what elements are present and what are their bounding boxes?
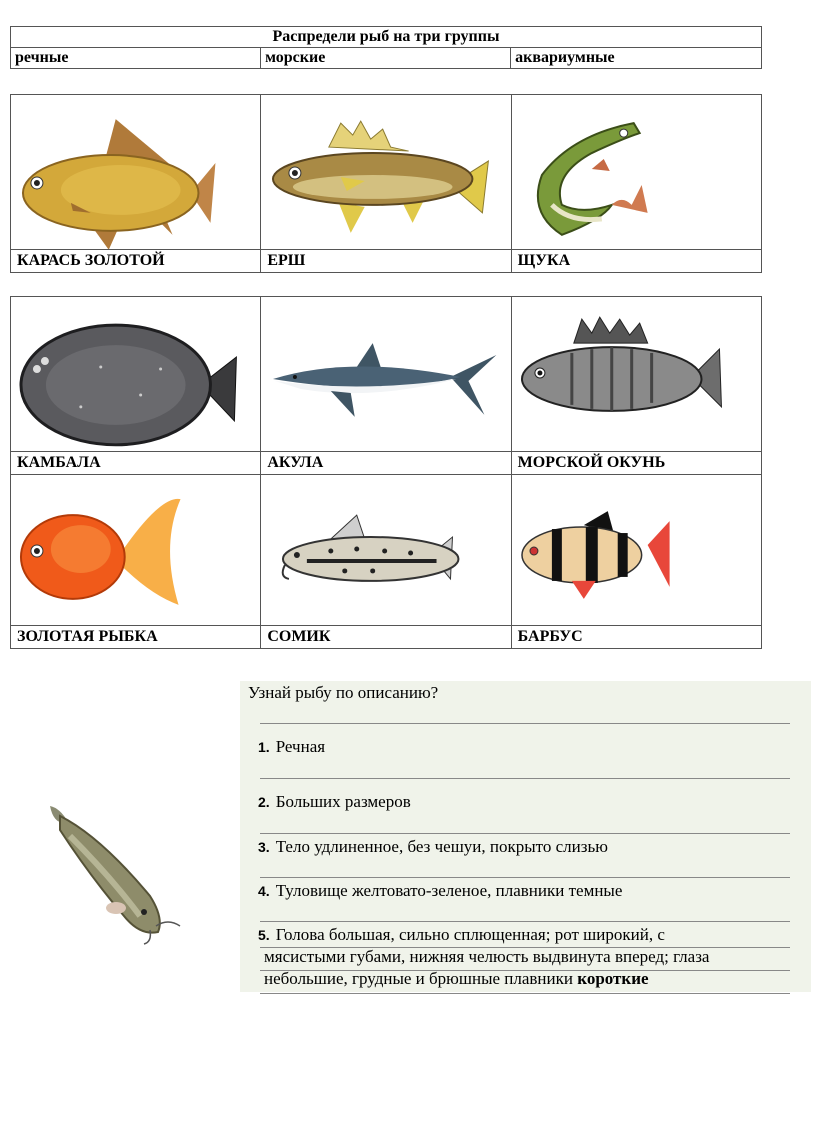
quiz-panel — [240, 681, 811, 992]
flounder-icon — [11, 297, 260, 451]
flounder-image — [11, 297, 261, 452]
fish-label: ЗОЛОТАЯ РЫБКА — [11, 626, 261, 649]
item-text: Туловище желтовато-зеленое, плавники темные — [275, 881, 623, 900]
sea-perch-image — [511, 297, 761, 452]
column-header-aquarium: аквариумные — [511, 48, 762, 69]
pike-image — [511, 95, 761, 250]
crucian-carp-icon — [11, 95, 260, 249]
answer-line — [260, 993, 790, 994]
item-text: Тело удлиненное, без чешуи, покрыто слизью — [275, 837, 608, 856]
ruffe-image — [261, 95, 511, 250]
quiz-item-4 — [258, 881, 622, 901]
task-title: Распредели рыб на три группы — [11, 27, 762, 48]
item-text: Больших размеров — [275, 792, 411, 811]
ruffe-icon — [261, 95, 510, 249]
shark-image — [261, 297, 511, 452]
goldfish-icon — [11, 475, 260, 625]
shark-icon — [261, 297, 510, 451]
fish-label: АКУЛА — [261, 452, 511, 475]
catfish-corydoras-image — [261, 475, 511, 626]
sea-perch-icon — [512, 297, 761, 451]
column-header-river: речные — [11, 48, 261, 69]
pike-icon — [512, 95, 761, 249]
barbus-image — [511, 475, 761, 626]
corydoras-icon — [261, 475, 510, 625]
fish-label: СОМИК — [261, 626, 511, 649]
quiz-item-5-line-2: мясистыми губами, нижняя челюсть выдвинута вперед; глаза — [264, 947, 710, 966]
quiz-item-1 — [258, 737, 325, 757]
fish-table-rows-2-3 — [10, 296, 762, 649]
quiz-item-5 — [258, 925, 665, 945]
fish-label: БАРБУС — [511, 626, 761, 649]
quiz-item-2 — [258, 792, 411, 812]
item-number: 3. — [258, 839, 270, 855]
item-number: 2. — [258, 794, 270, 810]
answer-line — [260, 723, 790, 724]
crucian-carp-image — [11, 95, 261, 250]
item-number: 5. — [258, 927, 270, 943]
answer-line — [260, 921, 790, 922]
quiz-item-5-line-3 — [264, 969, 649, 989]
column-header-sea: морские — [261, 48, 511, 69]
answer-line — [260, 778, 790, 779]
barbus-icon — [512, 475, 761, 625]
fish-table-row-1 — [10, 94, 762, 273]
item-text-bold: короткие — [577, 969, 649, 988]
fish-label: ЕРШ — [261, 250, 511, 273]
item-number: 1. — [258, 739, 270, 755]
item-text: Речная — [275, 737, 326, 756]
answer-line — [260, 877, 790, 878]
goldfish-image — [11, 475, 261, 626]
quiz-question: Узнай рыбу по описанию? — [248, 683, 439, 702]
fish-label: КАМБАЛА — [11, 452, 261, 475]
fish-label: МОРСКОЙ ОКУНЬ — [511, 452, 761, 475]
fish-label: КАРАСЬ ЗОЛОТОЙ — [11, 250, 261, 273]
item-text: Голова большая, сильно сплющенная; рот широкий, с — [275, 925, 665, 944]
item-text: небольшие, грудные и брюшные плавники — [264, 969, 573, 988]
wels-catfish-icon — [40, 796, 190, 946]
quiz-item-3 — [258, 837, 608, 857]
fish-label: ЩУКА — [511, 250, 761, 273]
task-header-table — [10, 26, 762, 69]
item-number: 4. — [258, 883, 270, 899]
answer-line — [260, 833, 790, 834]
